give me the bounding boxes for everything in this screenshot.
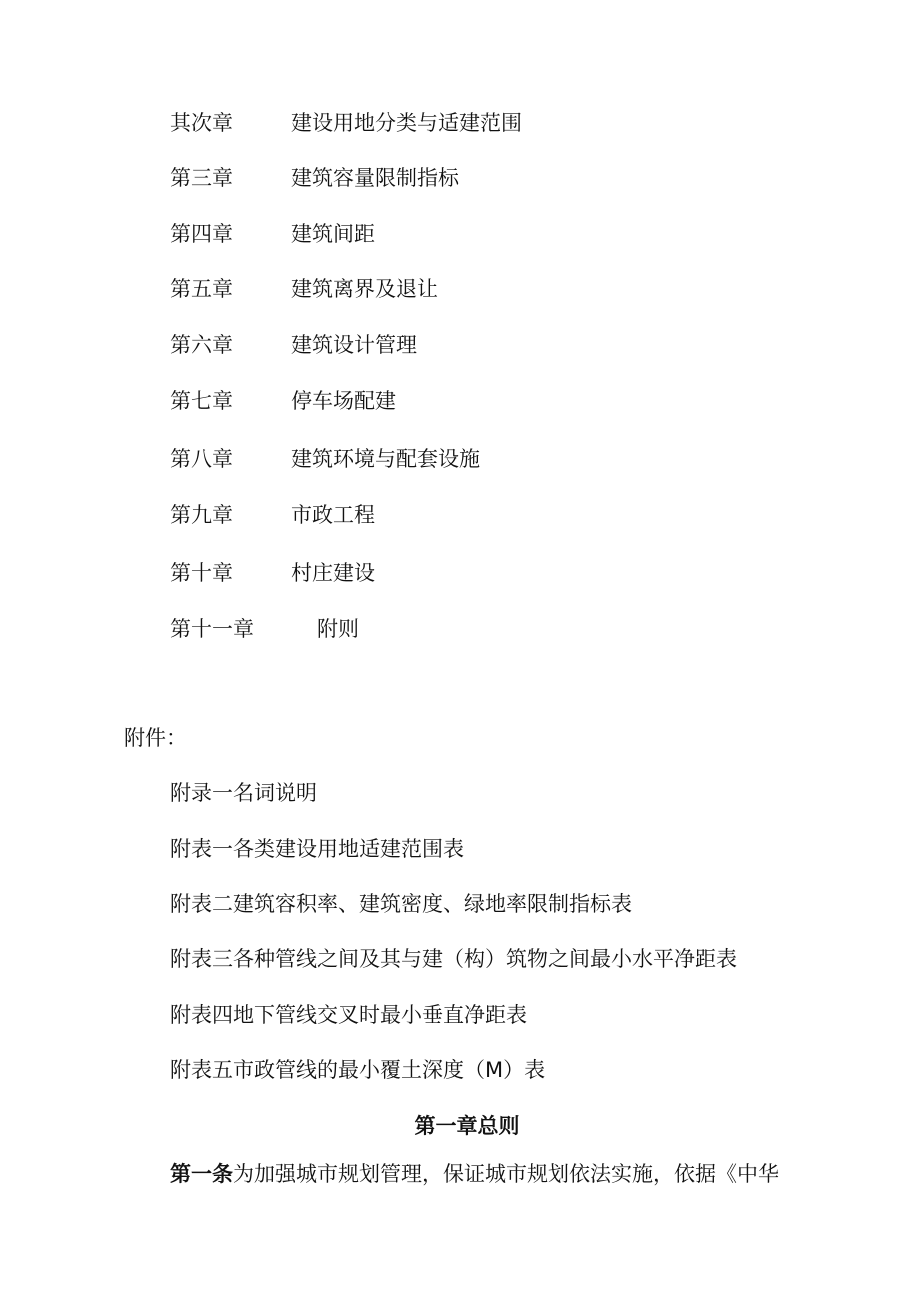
toc-chapter: 第八章	[170, 447, 233, 471]
toc-chapter: 第七章	[170, 389, 233, 413]
toc-title: 村庄建设	[291, 561, 375, 585]
article-label: 第一条	[170, 1162, 233, 1186]
toc-chapter: 第十章	[170, 561, 233, 585]
annex-item: 附表三各种管线之间及其与建（构）筑物之间最小水平净距表	[170, 947, 737, 971]
toc-chapter: 第六章	[170, 333, 233, 357]
annex-item: 附表四地下管线交叉时最小垂直净距表	[170, 1003, 527, 1027]
section-title: 第一章总则	[414, 1114, 520, 1138]
toc-chapter: 第三章	[170, 166, 233, 190]
toc-chapter: 第九章	[170, 503, 233, 527]
toc-title: 附则	[317, 617, 359, 641]
toc-title: 建筑间距	[291, 222, 375, 246]
annex-item: 附录一名词说明	[170, 781, 317, 805]
article-text: 为加强城市规划管理，保证城市规划依法实施，依据《中华	[233, 1162, 779, 1186]
toc-title: 建筑离界及退让	[291, 277, 438, 301]
toc-title: 建设用地分类与适建范围	[291, 111, 522, 135]
toc-title: 建筑设计管理	[291, 333, 417, 357]
toc-title: 建筑环境与配套设施	[291, 447, 480, 471]
toc-chapter: 第十一章	[170, 617, 254, 641]
toc-title: 市政工程	[291, 503, 375, 527]
annex-heading: 附件：	[124, 726, 187, 750]
annex-item: 附表二建筑容积率、建筑密度、绿地率限制指标表	[170, 892, 632, 916]
toc-chapter: 第五章	[170, 277, 233, 301]
article-paragraph	[170, 1158, 779, 1190]
toc-title: 建筑容量限制指标	[291, 166, 459, 190]
toc-chapter: 其次章	[170, 111, 233, 135]
toc-title: 停车场配建	[291, 389, 396, 413]
annex-item: 附表一各类建设用地适建范围表	[170, 837, 464, 861]
toc-chapter: 第四章	[170, 222, 233, 246]
annex-item: 附表五市政管线的最小覆土深度（M）表	[170, 1058, 546, 1082]
